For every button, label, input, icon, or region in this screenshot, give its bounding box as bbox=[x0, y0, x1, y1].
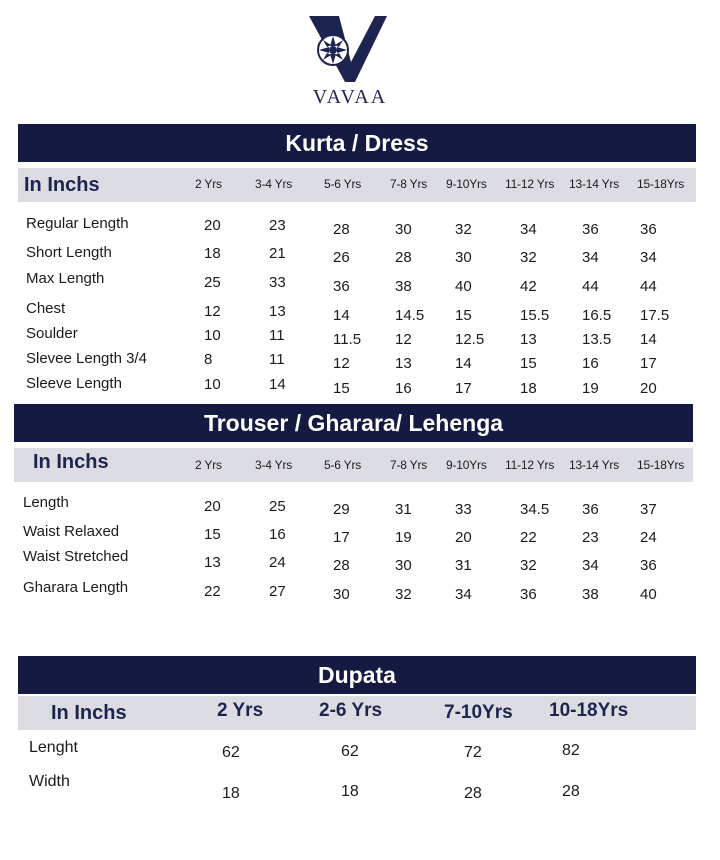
kurta-cell: 13 bbox=[395, 355, 412, 372]
kurta-cell: 11.5 bbox=[333, 331, 362, 348]
kurta-cell: 14.5 bbox=[395, 307, 425, 324]
kurta-cell: 33 bbox=[269, 274, 286, 291]
dupata-cell: 28 bbox=[464, 785, 482, 802]
kurta-cell: 36 bbox=[640, 221, 657, 238]
kurta-unit-label: In Inchs bbox=[24, 174, 100, 196]
dupata-size-header: 2 Yrs bbox=[217, 700, 264, 721]
trouser-cell: 34 bbox=[582, 557, 599, 574]
trouser-cell: 27 bbox=[269, 583, 286, 600]
kurta-cell: 16.5 bbox=[582, 307, 612, 324]
kurta-cell: 30 bbox=[395, 221, 412, 238]
trouser-cell: 23 bbox=[582, 529, 599, 546]
dupata-size-header: 2-6 Yrs bbox=[319, 700, 383, 721]
kurta-cell: 11 bbox=[269, 351, 285, 368]
kurta-size-header: 11-12 Yrs bbox=[505, 177, 555, 191]
trouser-cell: 40 bbox=[640, 586, 657, 603]
kurta-size-header: 13-14 Yrs bbox=[569, 177, 620, 191]
kurta-size-header: 2 Yrs bbox=[195, 177, 222, 191]
kurta-cell: 10 bbox=[204, 327, 221, 344]
kurta-cell: 25 bbox=[204, 274, 221, 291]
kurta-cell: 32 bbox=[520, 249, 537, 266]
dupata-cell: 82 bbox=[562, 742, 580, 759]
trouser-row-label: Length bbox=[23, 494, 69, 511]
kurta-cell: 44 bbox=[640, 278, 657, 295]
kurta-cell: 16 bbox=[582, 355, 599, 372]
kurta-cell: 13 bbox=[520, 331, 537, 348]
trouser-size-header: 13-14 Yrs bbox=[569, 458, 620, 472]
kurta-cell: 12 bbox=[204, 303, 221, 320]
trouser-cell: 24 bbox=[640, 529, 657, 546]
trouser-row-label: Waist Stretched bbox=[23, 548, 129, 565]
kurta-cell: 15 bbox=[333, 380, 350, 397]
dupata-cell: 18 bbox=[341, 783, 359, 800]
trouser-cell: 15 bbox=[204, 526, 221, 543]
kurta-cell: 12 bbox=[395, 331, 412, 348]
kurta-cell: 40 bbox=[455, 278, 472, 295]
trouser-size-header: 15-18Yrs bbox=[637, 458, 685, 472]
trouser-cell: 32 bbox=[520, 557, 537, 574]
trouser-cell: 32 bbox=[395, 586, 412, 603]
dupata-row-label: Width bbox=[29, 773, 70, 790]
kurta-cell: 32 bbox=[455, 221, 472, 238]
kurta-size-header: 15-18Yrs bbox=[637, 177, 685, 191]
trouser-row-label: Waist Relaxed bbox=[23, 523, 120, 540]
kurta-cell: 36 bbox=[582, 221, 599, 238]
dupata-size-header: 10-18Yrs bbox=[549, 700, 629, 721]
trouser-cell: 36 bbox=[640, 557, 657, 574]
kurta-cell: 19 bbox=[582, 380, 599, 397]
trouser-cell: 20 bbox=[204, 498, 221, 515]
dupata-row-label: Lenght bbox=[29, 739, 78, 756]
dupata-cell: 28 bbox=[562, 783, 580, 800]
trouser-cell: 36 bbox=[582, 501, 599, 518]
kurta-cell: 17 bbox=[640, 355, 657, 372]
kurta-cell: 44 bbox=[582, 278, 599, 295]
kurta-cell: 17.5 bbox=[640, 307, 670, 324]
kurta-cell: 28 bbox=[333, 221, 350, 238]
kurta-row-label: Slevee Length 3/4 bbox=[26, 350, 147, 367]
trouser-cell: 28 bbox=[333, 557, 350, 574]
dupata-cell: 18 bbox=[222, 785, 240, 802]
kurta-row-label: Soulder bbox=[26, 325, 78, 342]
kurta-section-title: Kurta / Dress bbox=[18, 124, 696, 162]
kurta-cell: 34 bbox=[520, 221, 537, 238]
trouser-cell: 30 bbox=[333, 586, 350, 603]
kurta-cell: 23 bbox=[269, 217, 286, 234]
kurta-cell: 14 bbox=[455, 355, 472, 372]
kurta-cell: 20 bbox=[204, 217, 221, 234]
dupata-cell: 72 bbox=[464, 744, 482, 761]
trouser-cell: 30 bbox=[395, 557, 412, 574]
kurta-row-label: Sleeve Length bbox=[26, 375, 122, 392]
trouser-size-header: 3-4 Yrs bbox=[255, 458, 293, 472]
trouser-cell: 22 bbox=[520, 529, 537, 546]
brand-name: VAVAA bbox=[312, 86, 388, 108]
trouser-cell: 34.5 bbox=[520, 501, 550, 518]
kurta-row-label: Short Length bbox=[26, 244, 112, 261]
dupata-cell: 62 bbox=[341, 743, 359, 760]
trouser-cell: 17 bbox=[333, 529, 350, 546]
kurta-cell: 21 bbox=[269, 245, 286, 262]
trouser-cell: 24 bbox=[269, 554, 286, 571]
dupata-section-title: Dupata bbox=[18, 656, 696, 694]
kurta-cell: 13 bbox=[269, 303, 286, 320]
dupata-cell: 62 bbox=[222, 744, 240, 761]
trouser-cell: 13 bbox=[204, 554, 221, 571]
trouser-cell: 20 bbox=[455, 529, 472, 546]
kurta-cell: 26 bbox=[333, 249, 350, 266]
kurta-size-header: 5-6 Yrs bbox=[324, 177, 362, 191]
kurta-cell: 34 bbox=[640, 249, 657, 266]
trouser-row-label: Gharara Length bbox=[23, 579, 129, 596]
kurta-cell: 15.5 bbox=[520, 307, 550, 324]
trouser-cell: 34 bbox=[455, 586, 472, 603]
trouser-size-header: 5-6 Yrs bbox=[324, 458, 362, 472]
kurta-cell: 36 bbox=[333, 278, 350, 295]
kurta-cell: 18 bbox=[204, 245, 221, 262]
kurta-cell: 12.5 bbox=[455, 331, 485, 348]
trouser-cell: 25 bbox=[269, 498, 286, 515]
trouser-size-header: 11-12 Yrs bbox=[505, 458, 555, 472]
kurta-cell: 16 bbox=[395, 380, 412, 397]
trouser-cell: 31 bbox=[395, 501, 412, 518]
kurta-cell: 30 bbox=[455, 249, 472, 266]
kurta-cell: 14 bbox=[640, 331, 657, 348]
trouser-cell: 36 bbox=[520, 586, 537, 603]
kurta-cell: 38 bbox=[395, 278, 412, 295]
brand-logo bbox=[300, 12, 400, 108]
kurta-cell: 11 bbox=[269, 327, 285, 344]
kurta-cell: 15 bbox=[455, 307, 472, 324]
trouser-cell: 19 bbox=[395, 529, 412, 546]
kurta-cell: 14 bbox=[333, 307, 350, 324]
dupata-size-header: 7-10Yrs bbox=[444, 702, 513, 723]
trouser-cell: 22 bbox=[204, 583, 221, 600]
kurta-cell: 13.5 bbox=[582, 331, 612, 348]
trouser-size-header: 9-10Yrs bbox=[446, 458, 487, 472]
kurta-size-header: 9-10Yrs bbox=[446, 177, 487, 191]
trouser-cell: 33 bbox=[455, 501, 472, 518]
trouser-cell: 29 bbox=[333, 501, 350, 518]
kurta-row-label: Chest bbox=[26, 300, 66, 317]
kurta-cell: 18 bbox=[520, 380, 537, 397]
trouser-unit-label: In Inchs bbox=[33, 451, 109, 473]
trouser-cell: 16 bbox=[269, 526, 286, 543]
trouser-size-header: 7-8 Yrs bbox=[390, 458, 428, 472]
trouser-cell: 38 bbox=[582, 586, 599, 603]
kurta-cell: 8 bbox=[204, 351, 213, 368]
trouser-cell: 31 bbox=[455, 557, 472, 574]
kurta-row-label: Regular Length bbox=[26, 215, 129, 232]
kurta-cell: 28 bbox=[395, 249, 412, 266]
kurta-cell: 42 bbox=[520, 278, 537, 295]
vavaa-monogram-icon bbox=[305, 12, 395, 84]
kurta-size-header: 7-8 Yrs bbox=[390, 177, 428, 191]
kurta-cell: 12 bbox=[333, 355, 350, 372]
kurta-cell: 34 bbox=[582, 249, 599, 266]
kurta-row-label: Max Length bbox=[26, 270, 105, 287]
dupata-unit-label: In Inchs bbox=[51, 702, 127, 724]
trouser-section-title: Trouser / Gharara/ Lehenga bbox=[14, 404, 693, 442]
kurta-size-header: 3-4 Yrs bbox=[255, 177, 293, 191]
kurta-cell: 17 bbox=[455, 380, 472, 397]
kurta-cell: 10 bbox=[204, 376, 221, 393]
kurta-cell: 15 bbox=[520, 355, 537, 372]
trouser-cell: 37 bbox=[640, 501, 657, 518]
trouser-size-header: 2 Yrs bbox=[195, 458, 222, 472]
kurta-cell: 20 bbox=[640, 380, 657, 397]
kurta-cell: 14 bbox=[269, 376, 286, 393]
